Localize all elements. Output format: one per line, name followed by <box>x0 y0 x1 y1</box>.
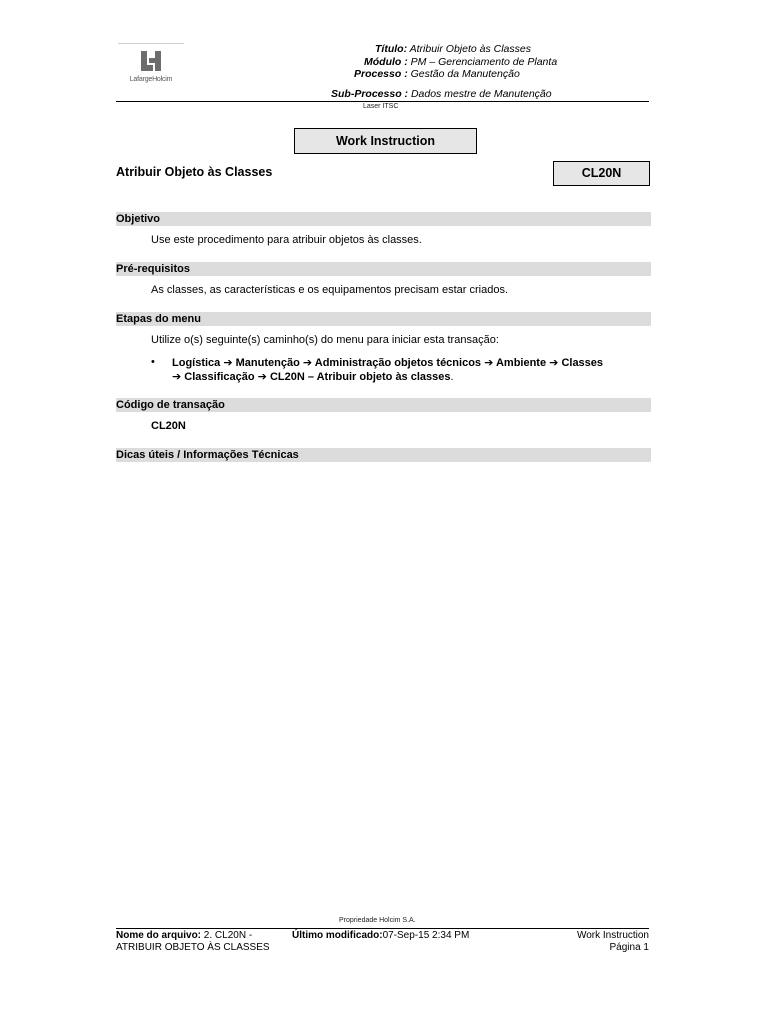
header-laser: Laser ITSC <box>363 103 399 110</box>
header-rule <box>116 101 649 102</box>
logo-divider <box>118 43 184 44</box>
footer-property: Propriedade Holcim S.A. <box>339 917 416 924</box>
section-prerequisitos-header: Pré-requisitos <box>116 262 651 276</box>
menu-path-step: Classificação <box>184 371 255 383</box>
section-prerequisitos-text: As classes, as características e os equipamentos precisam estar criados. <box>151 284 509 296</box>
page-title: Atribuir Objeto às Classes <box>116 165 273 179</box>
menu-path-step: Logística <box>172 357 221 369</box>
menu-path-step: Classes <box>561 357 604 369</box>
section-codigo-header: Código de transação <box>116 398 651 412</box>
menu-path-step: Ambiente <box>495 357 547 369</box>
section-dicas-header: Dicas úteis / Informações Técnicas <box>116 448 651 462</box>
logo-text: LafargeHolcim <box>129 76 173 83</box>
arrow-right-icon: ➔ <box>549 357 559 369</box>
arrow-right-icon: ➔ <box>484 357 494 369</box>
header-subprocesso: Sub-Processo : Dados mestre de Manutenção <box>331 88 552 100</box>
menu-path-line-1 <box>172 356 603 369</box>
menu-path-step: Manutenção <box>235 357 300 369</box>
footer-filename-cont: ATRIBUIR OBJETO ÀS CLASSES <box>116 942 270 953</box>
header-titulo: Título: Atribuir Objeto às Classes <box>375 43 531 55</box>
header-modulo: Módulo : PM – Gerenciamento de Planta <box>364 56 558 68</box>
section-etapas-header: Etapas do menu <box>116 312 651 326</box>
footer-doc-type: Work Instruction <box>576 930 649 941</box>
menu-path-line-2: ➔ Classificação ➔ CL20N – Atribuir objeto às classes. <box>172 371 454 383</box>
arrow-right-icon: ➔ <box>172 371 182 383</box>
bullet-icon: • <box>151 356 155 368</box>
lafargeholcim-logo-icon <box>140 50 162 72</box>
footer-page-number: Página 1 <box>609 942 649 953</box>
section-etapas-intro: Utilize o(s) seguinte(s) caminho(s) do menu para iniciar esta transação: <box>151 334 499 346</box>
work-instruction-box: Work Instruction <box>294 128 477 154</box>
footer-filename: Nome do arquivo: 2. CL20N - <box>116 930 253 941</box>
footer-modified: Último modificado:07-Sep-15 2:34 PM <box>292 930 470 941</box>
section-objetivo-text: Use este procedimento para atribuir objetos às classes. <box>151 234 422 246</box>
menu-path-step: CL20N – Atribuir objeto às classes <box>269 371 451 383</box>
footer-rule <box>116 928 649 929</box>
section-objetivo-header: Objetivo <box>116 212 651 226</box>
menu-path-step: Administração objetos técnicos <box>314 357 482 369</box>
arrow-right-icon: ➔ <box>223 357 233 369</box>
arrow-right-icon: ➔ <box>302 357 313 369</box>
header-processo: Processo : Gestão da Manutenção <box>354 68 520 80</box>
transaction-code-box: CL20N <box>553 161 650 186</box>
section-codigo-text: CL20N <box>151 420 186 432</box>
arrow-right-icon: ➔ <box>257 371 267 383</box>
